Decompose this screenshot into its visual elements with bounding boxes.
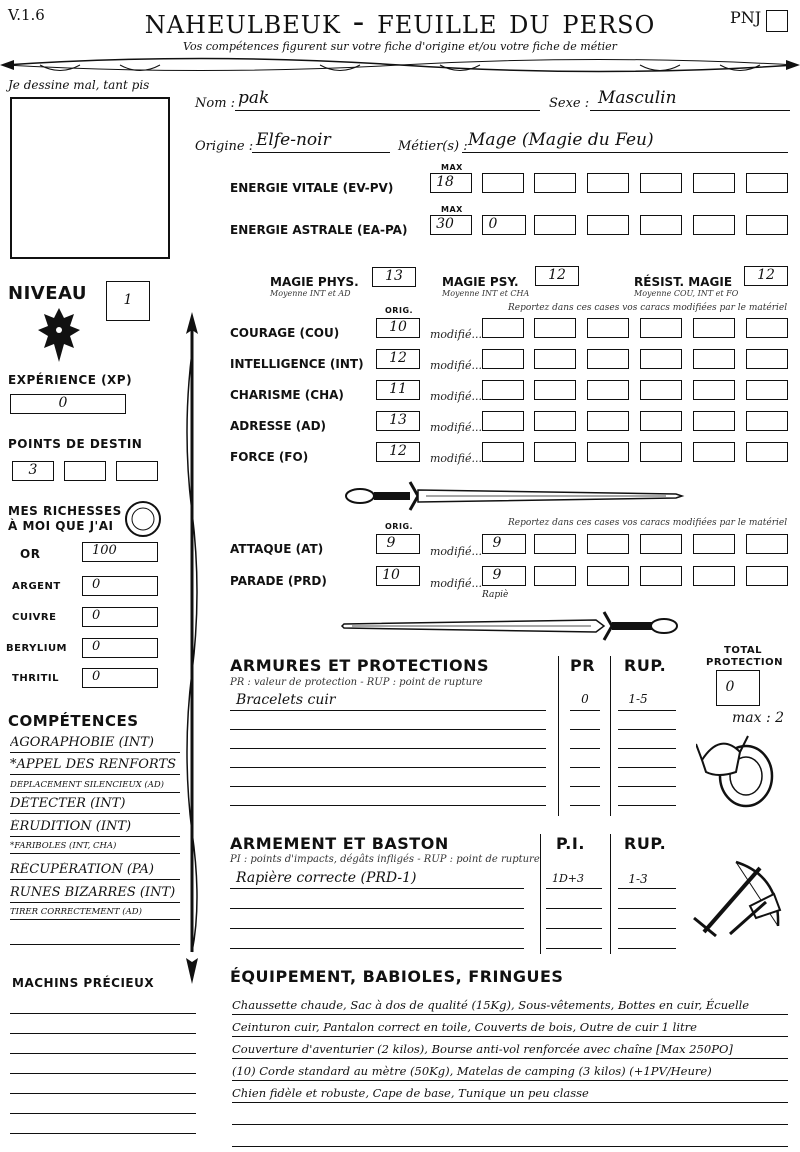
equipement-line[interactable]	[232, 1128, 788, 1147]
equipement-line[interactable]	[232, 1106, 788, 1125]
arme-pi: 1D+3	[551, 872, 585, 885]
attr-label: CHARISME (CHA)	[230, 388, 344, 402]
attr-mod-box-4[interactable]	[640, 349, 682, 369]
magie-phys-label: MAGIE PHYS.	[270, 275, 359, 289]
arme-line[interactable]	[230, 888, 524, 889]
header-vine-ornament	[0, 52, 800, 78]
resist-magie-value: 12	[757, 267, 775, 283]
competence-item[interactable]: RÉCUPÉRATION (PA)	[10, 862, 180, 880]
richesses-label-2: À MOI QUE J'AI	[8, 519, 114, 533]
dragon-icon	[34, 304, 84, 366]
sexe-label: Sexe :	[549, 96, 590, 111]
armure-line[interactable]	[230, 767, 546, 768]
machin-line[interactable]	[10, 1033, 196, 1034]
attr-mod-box-4[interactable]	[640, 442, 682, 462]
prd-mod-box-5[interactable]	[746, 566, 788, 586]
magie-phys-value: 13	[385, 268, 403, 284]
arme-rup-line[interactable]	[618, 908, 676, 909]
attr-label: INTELLIGENCE (INT)	[230, 357, 364, 371]
ea-box-4[interactable]	[693, 215, 735, 235]
at-mod-box-2[interactable]	[587, 534, 629, 554]
attr-mod-box-2[interactable]	[534, 349, 576, 369]
prd-mod-box-1[interactable]	[534, 566, 576, 586]
richesse-label: CUIVRE	[12, 612, 57, 623]
attr-orig-label: ORIG.	[385, 306, 414, 315]
armure-rup: 1-5	[628, 692, 648, 706]
armure-pr-line[interactable]	[570, 767, 600, 768]
attr-orig-value: 10	[389, 319, 407, 335]
attr-mod-box-2[interactable]	[534, 442, 576, 462]
arme-line[interactable]	[230, 908, 524, 909]
richesse-label: THRITIL	[12, 673, 60, 684]
version-label: V.1.6	[8, 6, 45, 24]
at-mod-box-5[interactable]	[746, 534, 788, 554]
attr-label: FORCE (FO)	[230, 450, 309, 464]
metier-label: Métier(s) :	[398, 139, 468, 154]
resist-magie-label: RÉSIST. MAGIE	[634, 275, 733, 289]
arme-pi-line[interactable]	[546, 928, 602, 929]
magie-psy-value: 12	[548, 267, 566, 283]
attr-mod-box-5[interactable]	[693, 442, 735, 462]
sexe-value[interactable]: Masculin	[598, 88, 677, 108]
competences-label: COMPÉTENCES	[8, 712, 139, 730]
armure-line[interactable]	[230, 710, 546, 711]
ea-box-1[interactable]	[534, 215, 576, 235]
at-mod-box-3[interactable]	[640, 534, 682, 554]
attr-mod-box-3[interactable]	[587, 318, 629, 338]
attr-mod-box-3[interactable]	[587, 411, 629, 431]
arme-rup-line[interactable]	[618, 888, 676, 889]
attr-mod-box-3[interactable]	[587, 380, 629, 400]
attr-mod-box-2[interactable]	[534, 411, 576, 431]
sword-ornament-2	[336, 608, 686, 644]
competence-item[interactable]: *APPEL DES RENFORTS	[10, 757, 180, 775]
ea-max-label: MAX	[441, 205, 463, 214]
equipement-line[interactable]: Chien fidèle et robuste, Cape de base, Tunique un peu classe	[232, 1084, 788, 1103]
armure-rup-line[interactable]	[618, 748, 676, 749]
attr-orig-value: 12	[389, 350, 407, 366]
armure-rup-line[interactable]	[618, 710, 676, 711]
portrait-caption: Je dessine mal, tant pis	[8, 78, 150, 92]
attr-orig-value: 13	[389, 412, 407, 428]
sword-ornament-1	[336, 478, 686, 514]
weapons-icon	[690, 856, 786, 940]
competence-item[interactable]: DÉTECTER (INT)	[10, 796, 180, 814]
armure-pr: 0	[581, 692, 589, 706]
armure-rup-line[interactable]	[618, 729, 676, 730]
attr-orig-value: 12	[389, 443, 407, 459]
destin-box-3[interactable]	[116, 461, 158, 481]
machin-line[interactable]	[10, 1013, 196, 1014]
sheet-subtitle: Vos compétences figurent sur votre fiche d'origine et/ou votre fiche de métier	[183, 40, 617, 53]
combat-orig-label: ORIG.	[385, 522, 414, 531]
helmet-shield-icon	[696, 728, 776, 810]
richesse-value: 0	[92, 608, 101, 623]
pnj-checkbox[interactable]	[766, 10, 788, 32]
xp-value: 0	[58, 395, 68, 411]
attr-mod-box-3[interactable]	[587, 349, 629, 369]
armure-line[interactable]	[230, 786, 546, 787]
rup-header-armures: RUP.	[624, 656, 667, 675]
niveau-value: 1	[123, 292, 133, 308]
pnj-label: PNJ	[730, 8, 762, 27]
attaque-modifie: modifié...	[430, 545, 482, 558]
at-mod-box-4[interactable]	[693, 534, 735, 554]
destin-value: 3	[28, 462, 38, 478]
armure-rup-line[interactable]	[618, 786, 676, 787]
attr-mod-box-6[interactable]	[746, 349, 788, 369]
total-protection-label: TOTAL	[724, 645, 762, 656]
prd-mod-box-3[interactable]	[640, 566, 682, 586]
attr-mod-box-1[interactable]	[482, 318, 524, 338]
attr-mod-box-3[interactable]	[587, 442, 629, 462]
attr-mod-box-6[interactable]	[746, 380, 788, 400]
prd-mod-box-4[interactable]	[693, 566, 735, 586]
equipement-line[interactable]: Couverture d'aventurier (2 kilos), Bourse anti-vol renforcée avec chaîne [Max 250PO]	[232, 1040, 788, 1059]
attr-mod-box-5[interactable]	[693, 411, 735, 431]
portrait-frame[interactable]	[10, 97, 170, 259]
ev-box-3[interactable]	[587, 173, 629, 193]
machin-line[interactable]	[10, 1113, 196, 1114]
ev-box-1[interactable]	[482, 173, 524, 193]
ev-label: ENERGIE VITALE (EV-PV)	[230, 181, 394, 195]
destin-box-2[interactable]	[64, 461, 106, 481]
richesse-value: 0	[92, 669, 101, 684]
richesse-value: 0	[92, 639, 101, 654]
parade-modifie: modifié...	[430, 577, 482, 590]
machins-label: MACHINS PRÉCIEUX	[12, 976, 155, 990]
competence-item[interactable]: AGORAPHOBIE (INT)	[10, 735, 180, 753]
arme-pi-line[interactable]	[546, 888, 602, 889]
arme-rup: 1-3	[628, 872, 648, 886]
attaque-value: 9	[386, 535, 396, 551]
armure-pr-line[interactable]	[570, 786, 600, 787]
attr-modifie-label: modifié...	[430, 421, 482, 434]
attaque-mod-value: 9	[492, 535, 502, 551]
nom-value[interactable]: pak	[238, 88, 270, 108]
niveau-label: NIVEAU	[8, 283, 87, 304]
spear-ornament	[180, 312, 204, 984]
armure-pr-line[interactable]	[570, 729, 600, 730]
attr-label: COURAGE (COU)	[230, 326, 340, 340]
pi-header: P.I.	[556, 834, 585, 853]
arme-rup-line[interactable]	[618, 948, 676, 949]
rup-header-armement: RUP.	[624, 834, 667, 853]
armure-pr-line[interactable]	[570, 710, 600, 711]
armure-pr-line[interactable]	[570, 805, 600, 806]
armure-line[interactable]	[230, 729, 546, 730]
ea-max-value: 30	[436, 216, 454, 232]
attr-mod-box-5[interactable]	[693, 318, 735, 338]
parade-mod-note: Rapiè	[482, 590, 509, 600]
machin-line[interactable]	[10, 1133, 196, 1134]
max-protection-label: max : 2	[732, 710, 785, 726]
at-mod-box-1[interactable]	[534, 534, 576, 554]
attr-modifie-label: modifié...	[430, 328, 482, 341]
equipement-title: ÉQUIPEMENT, BABIOLES, FRINGUES	[230, 967, 564, 986]
ev-box-4[interactable]	[640, 173, 682, 193]
total-protection-label-2: PROTECTION	[706, 657, 783, 668]
pr-header: PR	[570, 656, 596, 675]
ev-box-5[interactable]	[693, 173, 735, 193]
armure-rup-line[interactable]	[618, 805, 676, 806]
xp-label: EXPÉRIENCE (XP)	[8, 373, 133, 387]
attr-modifie-label: modifié...	[430, 452, 482, 465]
ev-max-label: MAX	[441, 163, 463, 172]
ea-box-5[interactable]	[746, 215, 788, 235]
nom-label: Nom :	[195, 96, 236, 111]
attr-mod-box-4[interactable]	[640, 411, 682, 431]
richesse-value: 0	[92, 577, 101, 592]
ea-box-2[interactable]	[587, 215, 629, 235]
armement-title: ARMEMENT ET BASTON	[230, 834, 449, 853]
parade-label: PARADE (PRD)	[230, 574, 327, 588]
destin-label: POINTS DE DESTIN	[8, 437, 143, 451]
attr-mod-box-1[interactable]	[482, 442, 524, 462]
attr-mod-box-4[interactable]	[640, 380, 682, 400]
armure-line[interactable]	[230, 805, 546, 806]
magie-psy-label: MAGIE PSY.	[442, 275, 519, 289]
armure-line[interactable]	[230, 748, 546, 749]
attaque-label: ATTAQUE (AT)	[230, 542, 324, 556]
machin-line[interactable]	[10, 1073, 196, 1074]
arme-name: Rapière correcte (PRD-1)	[236, 870, 417, 886]
total-protection-value: 0	[725, 679, 735, 695]
attr-mod-box-5[interactable]	[693, 349, 735, 369]
ev-box-2[interactable]	[534, 173, 576, 193]
attr-mod-box-2[interactable]	[534, 380, 576, 400]
competence-item[interactable]: RUNES BIZARRES (INT)	[10, 885, 180, 903]
armures-title: ARMURES ET PROTECTIONS	[230, 656, 489, 675]
prd-mod-box-2[interactable]	[587, 566, 629, 586]
competence-item[interactable]: *FARIBOLES (INT, CHA)	[10, 841, 180, 854]
armure-name: Bracelets cuir	[236, 692, 336, 708]
arme-line[interactable]	[230, 948, 524, 949]
richesse-label: BERYLIUM	[6, 643, 68, 654]
competence-item[interactable]: TIRER CORRECTEMENT (AD)	[10, 907, 180, 920]
ev-max-value: 18	[436, 174, 454, 190]
ea-label: ENERGIE ASTRALE (EA-PA)	[230, 223, 408, 237]
parade-mod-value: 9	[492, 567, 502, 583]
magie-psy-sub: Moyenne INT et CHA	[442, 289, 530, 298]
attr-mod-box-4[interactable]	[640, 318, 682, 338]
attr-mod-box-6[interactable]	[746, 411, 788, 431]
armures-sub: PR : valeur de protection - RUP : point de rupture	[230, 677, 483, 688]
attr-note: Reportez dans ces cases vos caracs modifiées par le matériel	[508, 303, 788, 313]
armure-pr-line[interactable]	[570, 748, 600, 749]
armement-sub: PI : points d'impacts, dégâts infligés - RUP : point de rupture	[230, 854, 540, 865]
arme-rup-line[interactable]	[618, 928, 676, 929]
ev-box-6[interactable]	[746, 173, 788, 193]
attr-mod-box-6[interactable]	[746, 442, 788, 462]
attr-mod-box-1[interactable]	[482, 411, 524, 431]
attr-label: ADRESSE (AD)	[230, 419, 327, 433]
competence-item[interactable]: DÉPLACEMENT SILENCIEUX (AD)	[10, 780, 180, 793]
resist-magie-sub: Moyenne COU, INT et FO	[634, 289, 739, 298]
richesse-label: ARGENT	[12, 581, 61, 592]
attr-mod-box-5[interactable]	[693, 380, 735, 400]
attr-mod-box-2[interactable]	[534, 318, 576, 338]
attr-modifie-label: modifié...	[430, 359, 482, 372]
equipement-line[interactable]: (10) Corde standard au mètre (50Kg), Matelas de camping (3 kilos) (+1PV/Heure)	[232, 1062, 788, 1081]
coin-icon	[124, 500, 162, 538]
attr-orig-value: 11	[389, 381, 407, 397]
arme-pi-line[interactable]	[546, 908, 602, 909]
armure-rup-line[interactable]	[618, 767, 676, 768]
attr-mod-box-1[interactable]	[482, 349, 524, 369]
machin-line[interactable]	[10, 1093, 196, 1094]
combat-note: Reportez dans ces cases vos caracs modifiées par le matériel	[508, 518, 788, 528]
richesse-label: OR	[20, 547, 41, 561]
equipement-line[interactable]: Ceinturon cuir, Pantalon correct en toile, Couverts de bois, Outre de cuir 1 litre	[232, 1018, 788, 1037]
attr-modifie-label: modifié...	[430, 390, 482, 403]
machin-line[interactable]	[10, 1053, 196, 1054]
richesses-label: MES RICHESSES	[8, 504, 122, 518]
parade-value: 10	[382, 567, 400, 583]
richesse-value: 100	[92, 543, 117, 558]
attr-mod-box-6[interactable]	[746, 318, 788, 338]
ea-box-3[interactable]	[640, 215, 682, 235]
magie-phys-sub: Moyenne INT et AD	[270, 289, 351, 298]
metier-value[interactable]: Mage (Magie du Feu)	[468, 130, 654, 150]
competence-item[interactable]: ÉRUDITION (INT)	[10, 819, 180, 837]
attr-mod-box-1[interactable]	[482, 380, 524, 400]
ea-current-value: 0	[488, 216, 498, 232]
equipement-line[interactable]: Chaussette chaude, Sac à dos de qualité (15Kg), Sous-vêtements, Bottes en cuir, Écuelle	[232, 996, 788, 1015]
arme-line[interactable]	[230, 928, 524, 929]
origine-label: Origine :	[195, 139, 254, 154]
sheet-title: naheulbeuk - feuille du perso	[144, 2, 656, 42]
arme-pi-line[interactable]	[546, 948, 602, 949]
origine-value[interactable]: Elfe-noir	[256, 130, 331, 150]
